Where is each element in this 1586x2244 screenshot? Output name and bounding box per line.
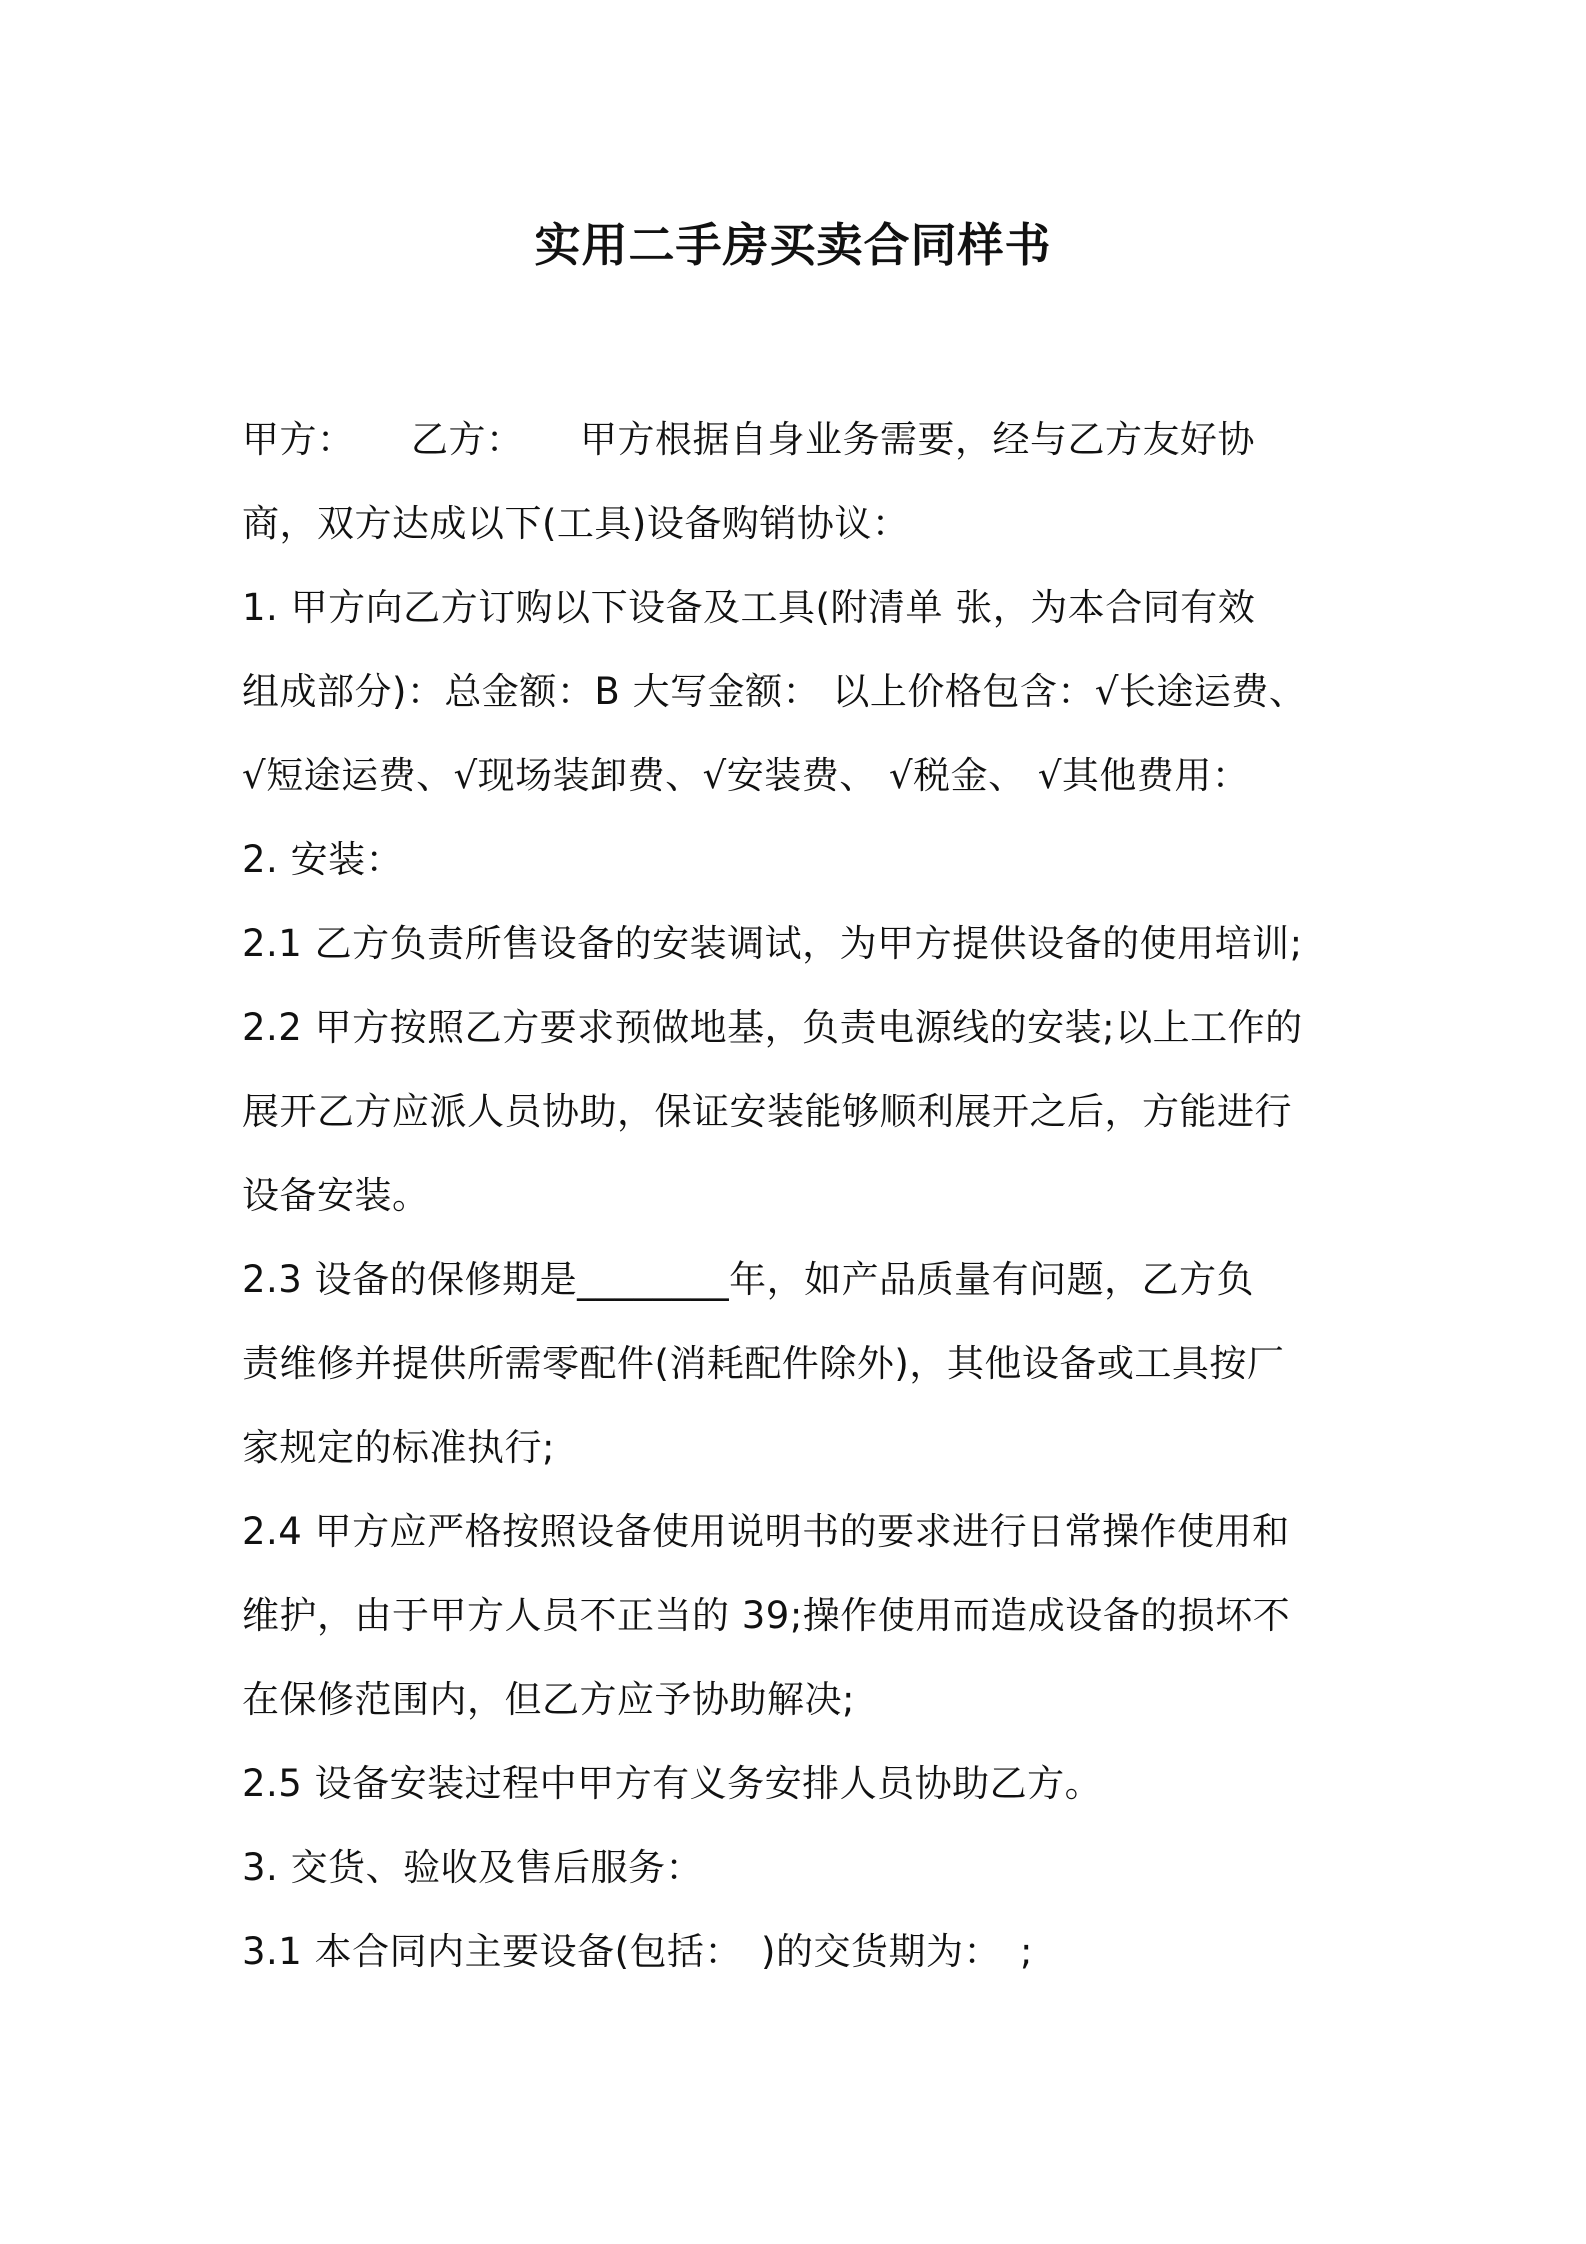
body-line: 3. 交货、验收及售后服务： — [242, 1846, 704, 1889]
body-line: 2.1 乙方负责所售设备的安装调试，为甲方提供设备的使用培训; — [242, 922, 1303, 965]
body-line: √短途运费、√现场装卸费、√安装费、 √税金、 √其他费用： — [242, 754, 1250, 797]
body-line: 设备安装。 — [242, 1174, 430, 1217]
body-line: 2.4 甲方应严格按照设备使用说明书的要求进行日常操作使用和 — [242, 1510, 1290, 1553]
body-line: 展开乙方应派人员协助，保证安装能够顺利展开之后，方能进行 — [242, 1090, 1292, 1133]
body-line: 商，双方达成以下(工具)设备购销协议： — [242, 502, 910, 545]
body-line: 家规定的标准执行; — [242, 1426, 555, 1469]
body-line: 在保修范围内，但乙方应予协助解决; — [242, 1678, 855, 1721]
body-line: 2.2 甲方按照乙方要求预做地基，负责电源线的安装;以上工作的 — [242, 1006, 1303, 1049]
body-line: 责维修并提供所需零配件(消耗配件除外)，其他设备或工具按厂 — [242, 1342, 1285, 1385]
body-line: 2.5 设备安装过程中甲方有义务安排人员协助乙方。 — [242, 1762, 1103, 1805]
body-line: 1. 甲方向乙方订购以下设备及工具(附清单 张，为本合同有效 — [242, 586, 1256, 629]
body-line: 甲方： 乙方： 甲方根据自身业务需要，经与乙方友好协 — [242, 418, 1255, 461]
body-line: 2.3 设备的保修期是________年，如产品质量有问题，乙方负 — [242, 1258, 1255, 1301]
document-title: 实用二手房买卖合同样书 — [534, 218, 1052, 272]
document-body — [242, 398, 1352, 1994]
body-line: 组成部分)：总金额：B 大写金额： 以上价格包含：√长途运费、 — [242, 670, 1307, 713]
body-line: 3.1 本合同内主要设备(包括： )的交货期为： ; — [242, 1930, 1033, 1973]
body-line: 2. 安装： — [242, 838, 404, 881]
body-line: 维护，由于甲方人员不正当的 39;操作使用而造成设备的损坏不 — [242, 1594, 1291, 1637]
